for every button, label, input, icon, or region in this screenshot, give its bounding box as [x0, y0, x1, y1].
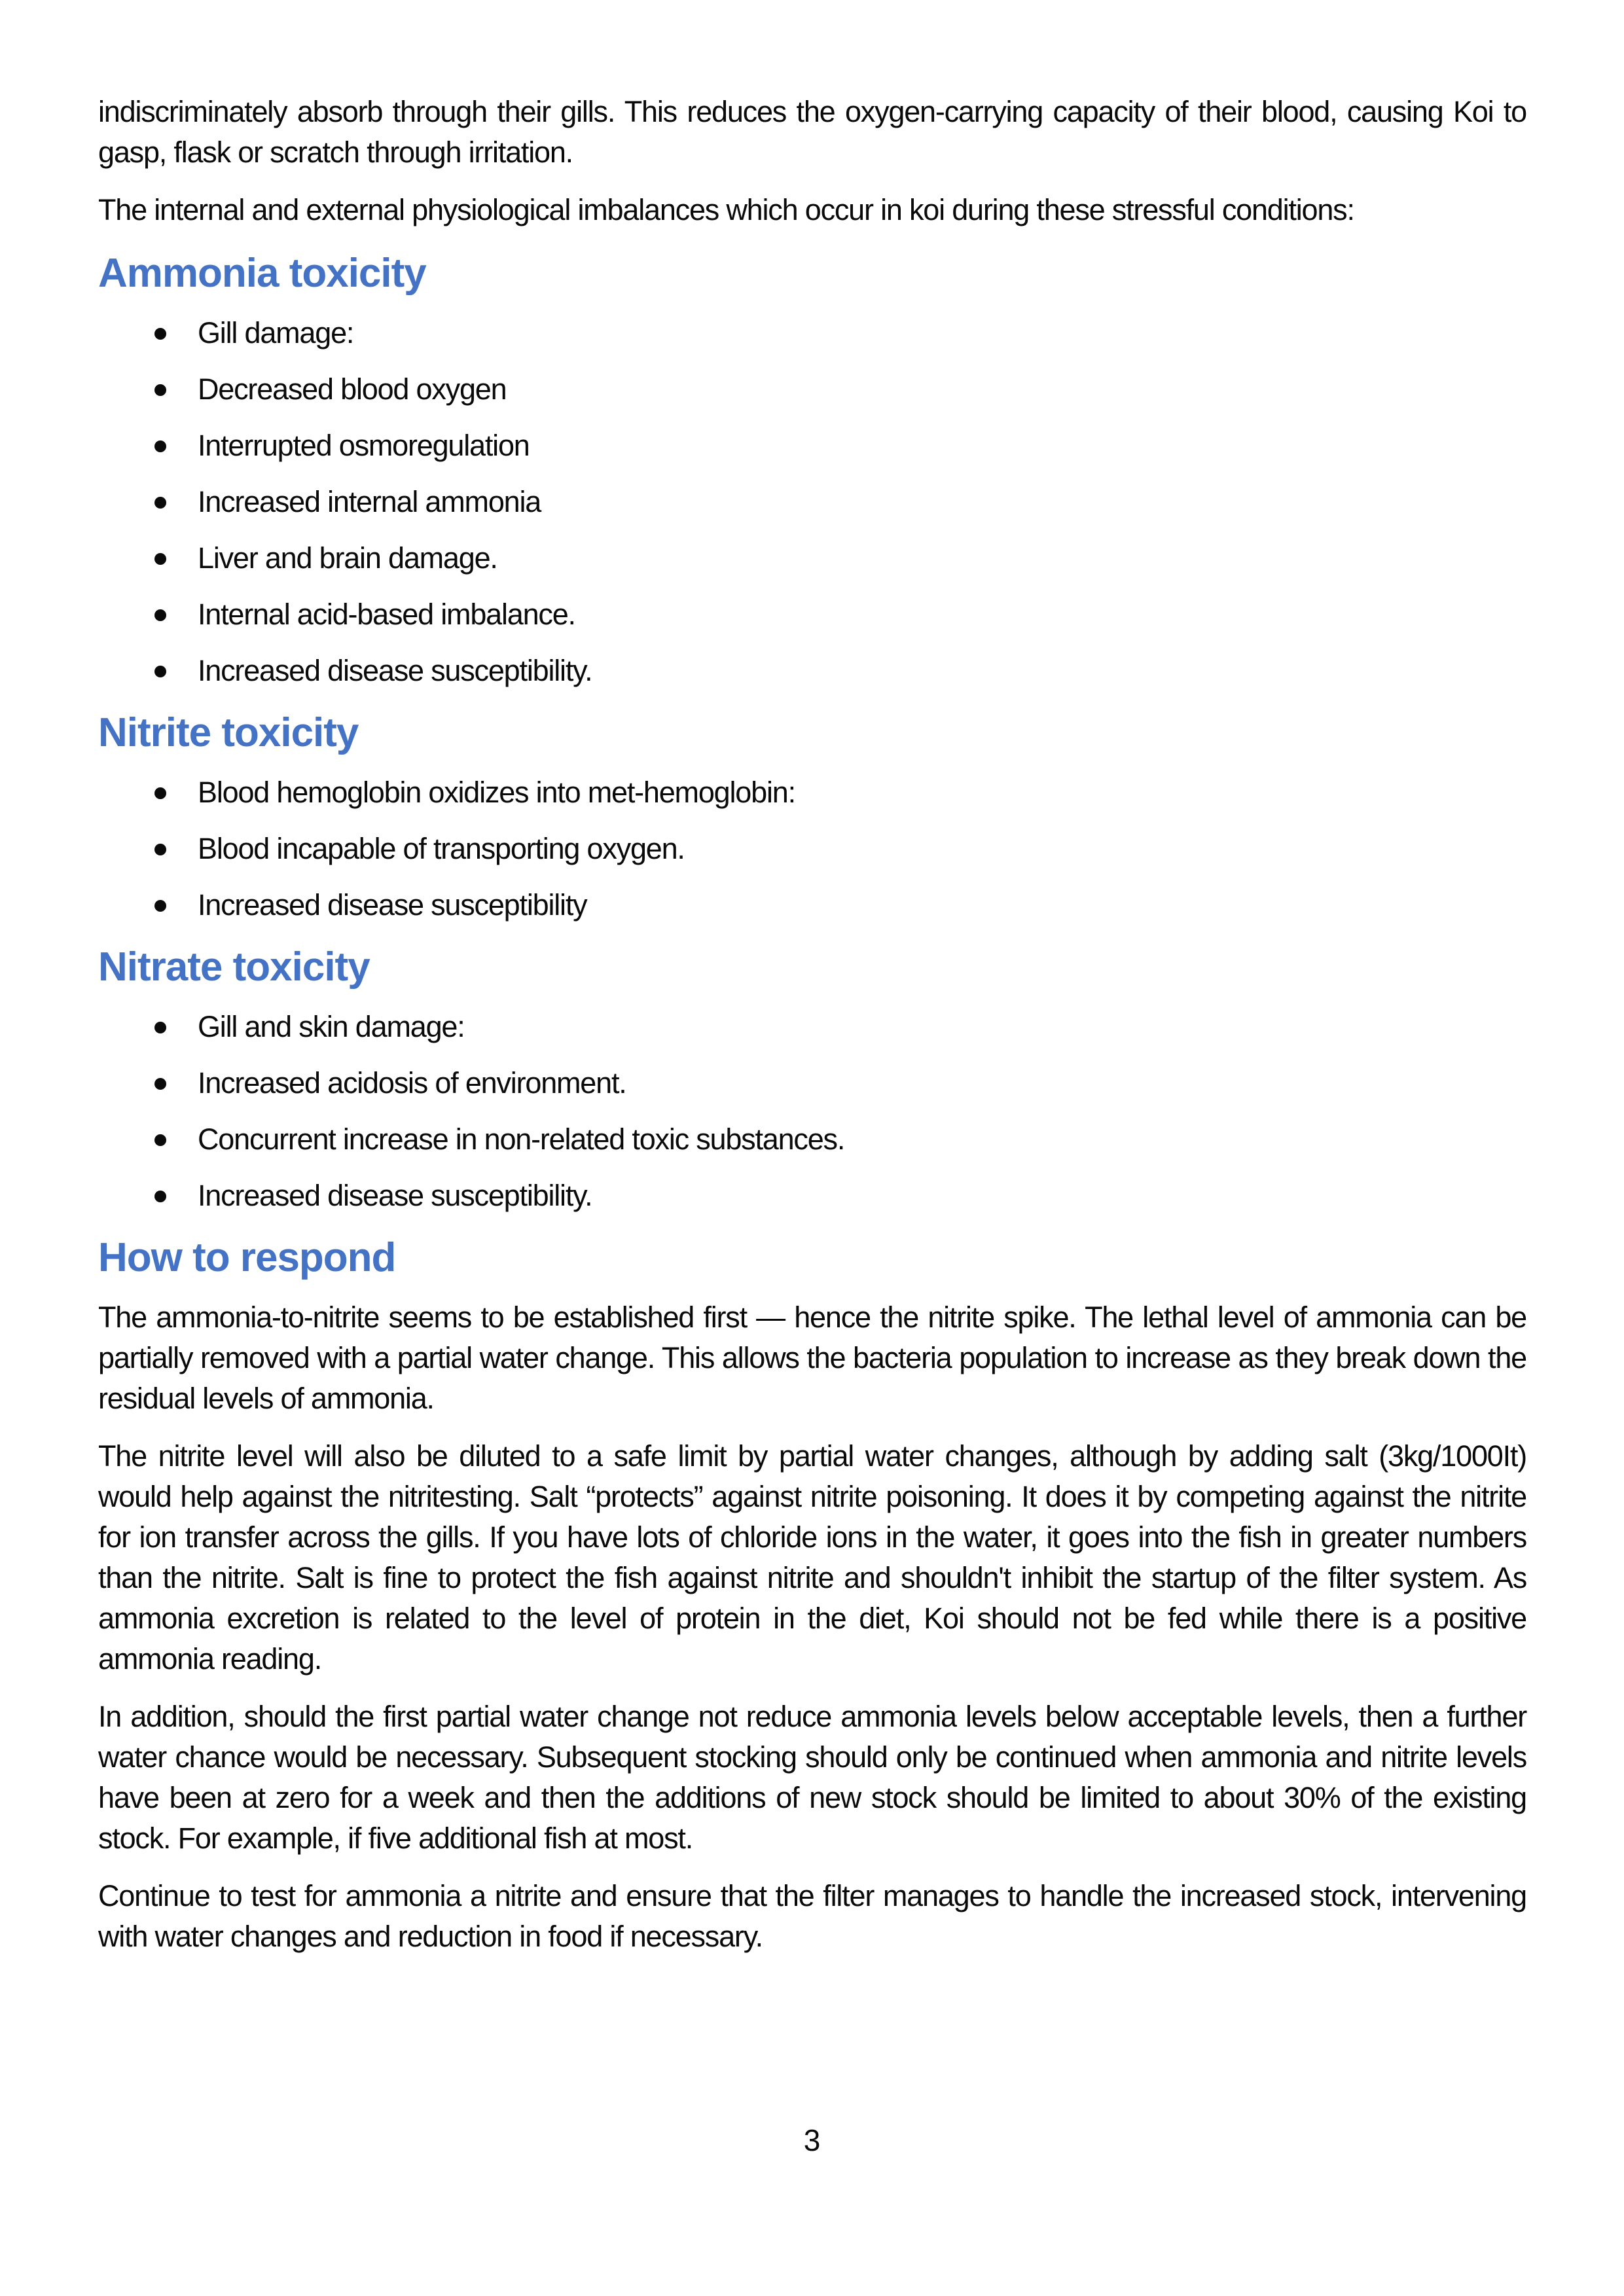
section-heading-nitrate-toxicity: Nitrate toxicity — [98, 944, 370, 990]
list-item-text: Gill damage: — [198, 316, 354, 350]
list-item-text: Increased acidosis of environment. — [198, 1066, 626, 1100]
body-paragraph: The nitrite level will also be diluted to a safe limit by partial water changes, although by adding salt (3kg/1000It) would help against the nitritesting. Salt “protects” against nitrite poisoning. It does it by competing against the nitrite for ion transfer across the gills. If you have lots of chloride ions in the water, it goes into the fish in greater numbers than the nitrite. Salt is fine to protect the fish against nitrite and shouldn't inhibit the startup of the filter system. As ammonia excretion is related to the level of protein in the diet, Koi should not be fed while there is a positive ammonia reading. — [98, 1439, 1526, 1676]
list-item — [98, 594, 1526, 635]
list-item — [98, 651, 1526, 691]
list-item — [98, 1119, 1526, 1160]
bullet-icon — [154, 1022, 166, 1033]
nitrite-toxicity-list — [98, 772, 1526, 925]
list-item — [98, 369, 1526, 410]
list-item — [98, 538, 1526, 579]
list-item-text: Increased internal ammonia — [198, 485, 541, 518]
bullet-icon — [154, 553, 166, 565]
list-item-text: Internal acid-based imbalance. — [198, 598, 575, 631]
list-item — [98, 1007, 1526, 1047]
bullet-icon — [154, 384, 166, 396]
bullet-icon — [154, 1078, 166, 1090]
list-item-text: Liver and brain damage. — [198, 541, 497, 575]
bullet-icon — [154, 1134, 166, 1146]
bullet-icon — [154, 787, 166, 799]
list-item-text: Concurrent increase in non-related toxic substances. — [198, 1122, 845, 1156]
body-paragraph: The ammonia-to-nitrite seems to be established first — hence the nitrite spike. The lethal level of ammonia can be partially removed with a partial water change. This allows the bacteria population to increase as they break down the residual levels of ammonia. — [98, 1300, 1526, 1415]
list-item — [98, 425, 1526, 466]
ammonia-toxicity-list — [98, 313, 1526, 691]
body-paragraph: Continue to test for ammonia a nitrite and ensure that the filter manages to handle the increased stock, intervening with water changes and reduction in food if necessary. — [98, 1879, 1526, 1953]
section-heading-how-to-respond: How to respond — [98, 1235, 396, 1280]
bullet-icon — [154, 1191, 166, 1202]
bullet-icon — [154, 666, 166, 677]
body-paragraph: In addition, should the first partial water change not reduce ammonia levels below acceptable levels, then a further water chance would be necessary. Subsequent stocking should only be continued when ammonia and nitrite levels have been at zero for a week and then the additions of new stock should be limited to about 30% of the existing stock. For example, if five additional fish at most. — [98, 1700, 1526, 1855]
list-item — [98, 829, 1526, 869]
list-item-text: Increased disease susceptibility. — [198, 1179, 592, 1212]
intro-paragraph: The internal and external physiological imbalances which occur in koi during these stressful conditions: — [98, 193, 1354, 226]
intro-paragraph: indiscriminately absorb through their gills. This reduces the oxygen-carrying capacity of their blood, causing Koi to gasp, flask or scratch through irritation. — [98, 95, 1526, 169]
list-item-text: Gill and skin damage: — [198, 1010, 465, 1043]
list-item — [98, 1063, 1526, 1103]
bullet-icon — [154, 609, 166, 621]
list-item — [98, 1175, 1526, 1216]
list-item — [98, 482, 1526, 522]
bullet-icon — [154, 440, 166, 452]
bullet-icon — [154, 900, 166, 912]
list-item-text: Interrupted osmoregulation — [198, 429, 530, 462]
bullet-icon — [154, 497, 166, 509]
page-content — [98, 92, 1526, 1974]
nitrate-toxicity-list — [98, 1007, 1526, 1216]
bullet-icon — [154, 844, 166, 855]
list-item-text: Increased disease susceptibility — [198, 888, 587, 922]
list-item — [98, 885, 1526, 925]
bullet-icon — [154, 328, 166, 340]
list-item-text: Increased disease susceptibility. — [198, 654, 592, 687]
section-heading-nitrite-toxicity: Nitrite toxicity — [98, 710, 359, 755]
page-number: 3 — [803, 2123, 821, 2157]
list-item — [98, 772, 1526, 813]
list-item-text: Decreased blood oxygen — [198, 372, 507, 406]
section-heading-ammonia-toxicity: Ammonia toxicity — [98, 251, 426, 296]
list-item-text: Blood hemoglobin oxidizes into met-hemoglobin: — [198, 776, 795, 809]
list-item — [98, 313, 1526, 353]
list-item-text: Blood incapable of transporting oxygen. — [198, 832, 685, 865]
page-footer — [0, 2121, 1624, 2160]
